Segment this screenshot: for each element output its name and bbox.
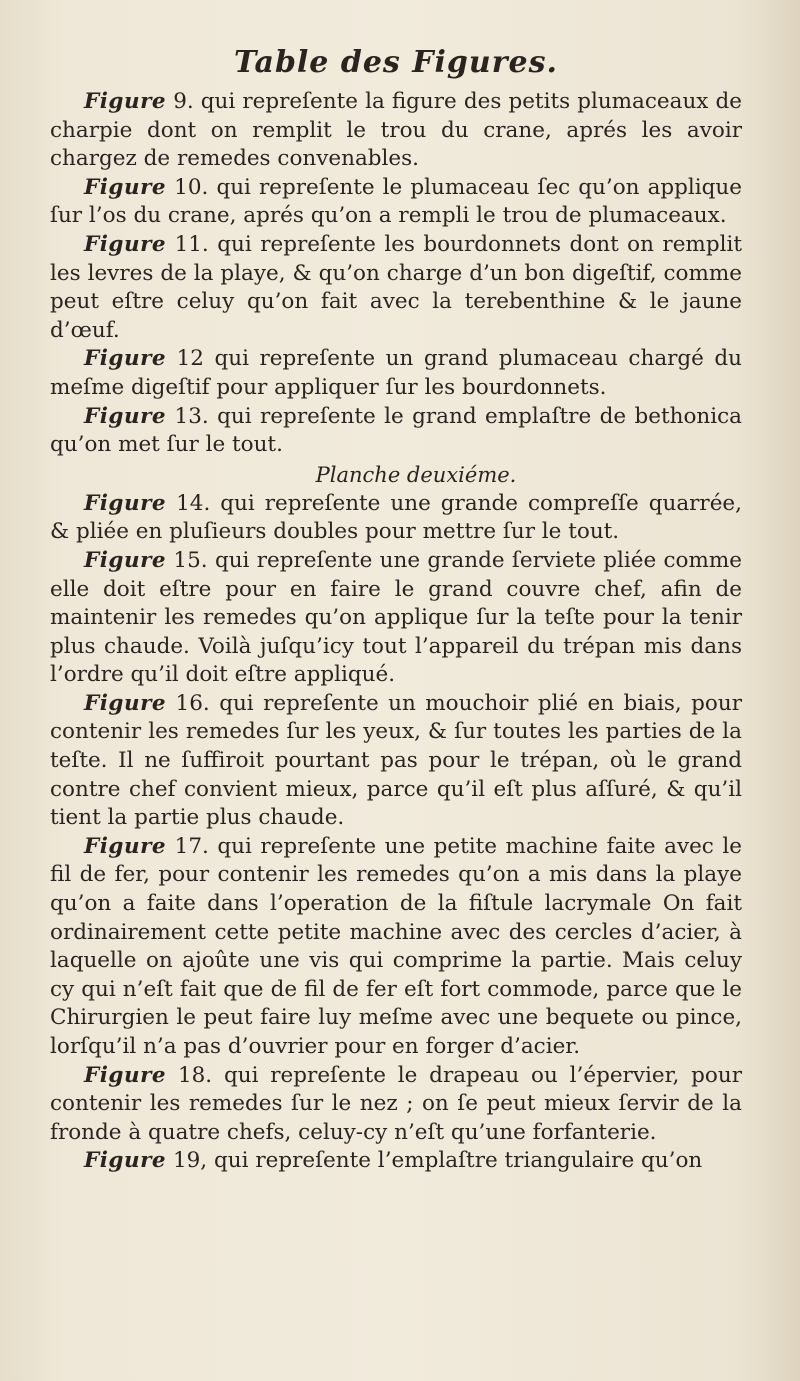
figure-description: qui repreſente le drapeau ou l’épervier, pour contenir les remedes ſur le nez ; on ſe peut mieux ſervir de la fronde à quatre chefs, celuy-cy n’eſt qu’une forfanterie. [50, 1062, 742, 1145]
figure-number: 14. [176, 490, 211, 516]
figure-description: qui repreſente les bourdonnets dont on remplit les levres de la playe, & qu’on charge d’un bon digeſtif, comme peut eſtre celuy qu’on fait avec la terebenthine & le jaune d’œuf. [50, 231, 742, 343]
figure-number: 19, [172, 1148, 208, 1174]
figure-description: qui repreſente le plumaceau ſec qu’on applique ſur l’os du crane, aprés qu’on a rempli le trou de plumaceaux. [50, 174, 742, 229]
figure-number: 12 [176, 346, 204, 372]
figure-description: qui repreſente une grande ſerviete pliée comme elle doit eſtre pour en faire le grand couvre chef, afin de maintenir les remedes qu’on applique ſur la teſte pour la tenir plus chaude. Voilà juſqu’icy tout l’appareil du trépan mis dans l’ordre qu’il doit eſtre appliqué. [50, 547, 742, 688]
figure-number: 17. [174, 833, 209, 859]
figure-entry-14 [50, 490, 742, 547]
figure-list-1 [50, 88, 742, 460]
figure-entry-11 [50, 231, 742, 345]
figure-number: 11. [174, 231, 209, 257]
figure-description: qui repreſente un grand plumaceau chargé du meſme digeſtif pour appliquer ſur les bourdonnets. [50, 346, 743, 400]
figure-entry-17 [50, 833, 742, 1062]
figure-description: qui repreſente le grand emplaſtre de bethonica qu’on met ſur le tout. [50, 403, 742, 458]
figure-number: 18. [177, 1062, 213, 1088]
figure-label: Figure [84, 833, 167, 859]
figure-entry-18 [50, 1062, 742, 1148]
figure-label: Figure [84, 547, 167, 573]
figure-description: qui repreſente la figure des petits plumaceaux de charpie dont on remplit le trou du crane, aprés les avoir chargez de remedes convenables. [50, 89, 742, 172]
figure-label: Figure [84, 89, 167, 114]
figure-entry-9 [50, 88, 742, 174]
figure-entry-10 [50, 174, 742, 231]
figure-entry-15 [50, 547, 742, 690]
figure-number: 16. [175, 690, 210, 716]
figure-entry-12 [50, 345, 742, 402]
page-header: Table des Figures. [234, 45, 558, 80]
figure-number: 9. [173, 89, 194, 114]
section-heading: Planche deuxiéme. [315, 462, 517, 487]
figure-number: 10. [174, 174, 209, 200]
figure-label: Figure [84, 346, 167, 372]
figure-entry-13 [50, 403, 742, 460]
figure-description: qui repreſente une grande compreſſe quarrée, & pliée en pluſieurs doubles pour mettre ſur le tout. [50, 490, 742, 545]
figure-entry-16 [50, 690, 742, 833]
figure-list-2 [50, 490, 742, 1176]
figure-label: Figure [84, 231, 167, 257]
figure-label: Figure [84, 403, 167, 429]
figure-description: qui repreſente une petite machine faite avec le fil de fer, pour contenir les remedes qu’on a mis dans la playe qu’on a faite dans l’operation de la fiſtule lacrymale On fait ordinairement cette petite machine avec des cercles d’acier, à laquelle on ajoûte une vis qui comprime la partie. Mais celuy cy qui n’eſt fait que de fil de fer eſt fort commode, parce que le Chirurgien le peut faire luy meſme avec une bequete ou pince, lorſqu’il n’a pas d’ouvrier pour en forger d’acier. [50, 833, 742, 1059]
figure-label: Figure [84, 490, 167, 516]
figure-label: Figure [84, 1148, 167, 1174]
figure-number: 15. [173, 547, 208, 573]
figure-description: qui repreſente l’emplaſtre triangulaire qu’on [214, 1148, 703, 1174]
figure-description: qui repreſente un mouchoir plié en biais, pour contenir les remedes ſur les yeux, & ſur toutes les parties de la teſte. Il ne ſuffiroit pourtant pas pour le trépan, où le grand contre chef convient mieux, parce qu’il eſt plus aſſuré, & qu’il tient la partie plus chaude. [50, 690, 743, 831]
figure-label: Figure [84, 690, 167, 716]
figure-number: 13. [174, 403, 209, 429]
figure-label: Figure [84, 1062, 167, 1088]
figure-entry-19 [50, 1147, 742, 1176]
figure-label: Figure [84, 174, 167, 200]
